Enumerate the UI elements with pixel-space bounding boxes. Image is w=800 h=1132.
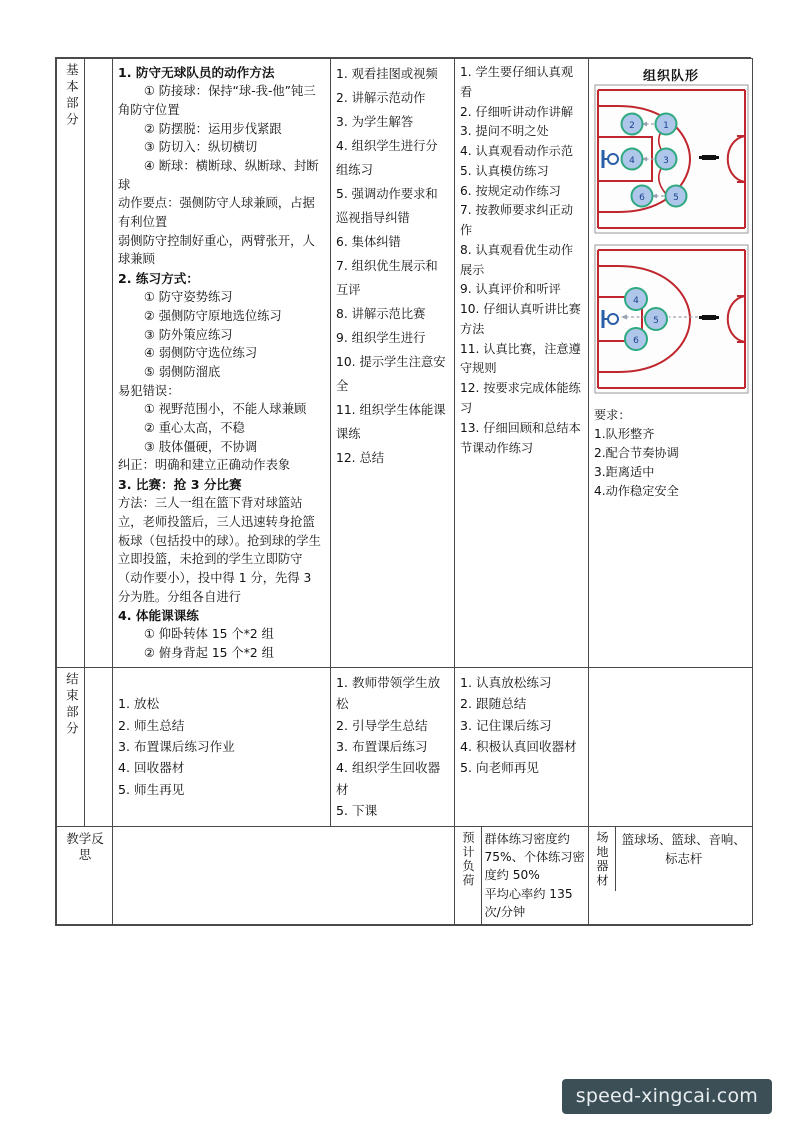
- ending-teacher-item: 5. 下课: [336, 803, 378, 819]
- basic-teacher-activity-cell: [331, 59, 455, 668]
- load-density-text: 群体练习密度约 75%、个体练习密度约 50%: [484, 831, 585, 883]
- ending-content-item: 2. 师生总结: [118, 717, 185, 733]
- table-row-reflection: [57, 826, 753, 924]
- player-marker: [625, 288, 647, 310]
- content-heading-4: 4. 体能课课练: [118, 608, 199, 624]
- load-heartrate-text: 平均心率约 135 次/分钟: [484, 886, 573, 919]
- ball-marker-icon: [699, 155, 719, 160]
- content-method-3: ③ 防外策应练习: [143, 327, 233, 342]
- content-error-3: ③ 肢体僵硬，不协调: [143, 439, 258, 454]
- ending-diagram-cell: [589, 667, 753, 826]
- reflection-body-cell: [113, 826, 455, 924]
- requirement-item: 3.距离适中: [594, 464, 655, 479]
- student-activity-item: 6. 按规定动作练习: [460, 183, 561, 198]
- ending-student-item: 5. 向老师再见: [460, 760, 539, 776]
- basic-student-activity-cell: [455, 59, 589, 668]
- lesson-plan-table-wrapper: [55, 57, 751, 926]
- load-wrapper-cell: [455, 826, 589, 924]
- player-marker: [622, 149, 643, 170]
- player-number: 4: [633, 296, 639, 306]
- ending-content-cell: [113, 667, 331, 826]
- formation-diagram-title: 组织队形: [642, 69, 699, 84]
- teacher-activity-item: 5. 强调动作要求和巡视指导纠错: [336, 186, 438, 225]
- content-fitness-2: ② 俯身背起 15 个*2 组: [143, 646, 274, 661]
- ending-content-item: 5. 师生再见: [118, 781, 185, 797]
- requirements-title: 要求：: [594, 408, 631, 422]
- expected-load-body: [481, 827, 588, 924]
- player-number: 6: [639, 193, 645, 203]
- player-number: 4: [629, 156, 635, 166]
- student-activity-item: 4. 认真观看动作示范: [460, 144, 574, 159]
- teacher-activity-item: 10. 提示学生注意安全: [336, 354, 446, 393]
- lesson-plan-table: [56, 58, 753, 925]
- player-number: 6: [633, 336, 639, 346]
- teacher-activity-item: 6. 集体纠错: [336, 234, 401, 249]
- player-number: 5: [653, 316, 659, 326]
- content-error-1: ① 视野范围小，不能人球兼顾: [143, 402, 307, 417]
- ending-teacher-item: 2. 引导学生总结: [336, 717, 428, 733]
- ending-student-item: 2. 跟随总结: [460, 696, 527, 712]
- student-activity-item: 10. 仔细认真听讲比赛方法: [460, 302, 581, 336]
- basic-content-cell: [113, 59, 331, 668]
- phase-label-ending-text: 结束部分: [64, 671, 80, 738]
- requirement-item: 4.动作稳定安全: [594, 483, 679, 498]
- basic-spacer-cell: [85, 59, 113, 668]
- ending-student-activity-cell: [455, 667, 589, 826]
- content-method-5: ⑤ 弱侧防溜底: [143, 364, 221, 379]
- phase-label-ending: [57, 667, 85, 826]
- ending-teacher-item: 4. 组织学生回收器材: [336, 760, 441, 797]
- content-item-1-2: ② 防摆脱：运用步伐紧跟: [143, 121, 282, 136]
- content-heading-2: 2. 练习方式：: [118, 271, 199, 287]
- teacher-activity-item: 12. 总结: [336, 450, 385, 465]
- student-activity-item: 13. 仔细回顾和总结本节课动作练习: [460, 420, 581, 455]
- content-item-1-3: ③ 防切入：纵切横切: [143, 140, 258, 155]
- content-item-1-1: ① 防接球：保持“球-我-他”钝三角防守位置: [118, 84, 316, 117]
- ending-teacher-item: 1. 教师带领学生放松: [336, 674, 441, 712]
- teacher-activity-item: 2. 讲解示范动作: [336, 90, 426, 105]
- student-activity-item: 5. 认真模仿练习: [460, 163, 549, 178]
- player-number: 5: [673, 193, 679, 203]
- content-heading-3: 3. 比赛：抢 3 分比赛: [118, 477, 242, 493]
- content-method-1: ① 防守姿势练习: [143, 290, 233, 305]
- ending-teacher-item: 3. 布置课后练习: [336, 739, 428, 755]
- formation-requirements: [594, 406, 748, 501]
- content-item-1-4: ④ 断球：横断球、纵断球、封断球: [118, 158, 319, 192]
- ending-teacher-activity-cell: [331, 667, 455, 826]
- content-method-4: ④ 弱侧防守选位练习: [143, 346, 258, 361]
- player-marker: [656, 149, 677, 170]
- teacher-activity-item: 3. 为学生解答: [336, 114, 414, 129]
- player-marker: [622, 114, 643, 135]
- ending-content-item: 1. 放松: [118, 696, 160, 712]
- ending-student-item: 3. 记住课后练习: [460, 717, 552, 733]
- content-game-method: 方法：三人一组在篮下背对球篮站立，老师投篮后，三人迅速转身抢篮板球（包括投中的球）。抢到球的学生立即投篮，未抢到的学生立即防守（动作要小），投中得 1 分，先得 3 分为胜。分组各自进行: [118, 496, 321, 604]
- requirement-item: 2.配合节奏协调: [594, 445, 679, 460]
- player-marker: [632, 186, 653, 207]
- ball-marker-icon: [699, 315, 719, 320]
- requirement-item: 1.队形整齐: [594, 426, 655, 441]
- teacher-activity-item: 7. 组织优生展示和互评: [336, 258, 438, 297]
- basketball-court-diagram-1: [594, 84, 749, 234]
- table-row-basic-section: [57, 59, 753, 668]
- student-activity-item: 12. 按要求完成体能练习: [460, 381, 581, 416]
- teacher-activity-item: 4. 组织学生进行分组练习: [336, 138, 438, 177]
- teacher-activity-item: 9. 组织学生进行: [336, 330, 426, 345]
- teacher-activity-item: 8. 讲解示范比赛: [336, 306, 426, 321]
- ending-student-item: 4. 积极认真回收器材: [460, 739, 577, 755]
- player-number: 2: [629, 121, 635, 131]
- student-activity-item: 11. 认真比赛，注意遵守规则: [460, 341, 581, 376]
- expected-load-label: [455, 827, 481, 924]
- student-activity-item: 1. 学生要仔细认真观看: [460, 65, 574, 99]
- content-method-2: ② 强侧防守原地选位练习: [143, 308, 282, 323]
- basic-formation-diagram-cell: [589, 59, 753, 668]
- student-activity-item: 7. 按教师要求纠正动作: [460, 203, 574, 238]
- phase-label-basic-text: 基本部分: [64, 63, 80, 129]
- content-errors-title: 易犯错误：: [118, 383, 180, 398]
- site-watermark: speed-xingcai.com: [562, 1079, 772, 1114]
- teacher-activity-item: 1. 观看挂图或视频: [336, 67, 438, 81]
- basketball-court-diagram-2: [594, 244, 749, 394]
- player-marker: [656, 114, 677, 135]
- ending-student-item: 1. 认真放松练习: [460, 674, 552, 690]
- ending-content-item: 3. 布置课后练习作业: [118, 739, 235, 755]
- content-heading-1: 1. 防守无球队员的动作方法: [118, 65, 275, 80]
- player-marker: [666, 186, 687, 207]
- student-activity-item: 9. 认真评价和听评: [460, 282, 561, 297]
- player-number: 3: [663, 156, 669, 166]
- player-marker: [625, 328, 647, 350]
- venue-equipment-label-text: 场地器材: [595, 830, 609, 888]
- venue-wrapper-cell: [589, 826, 753, 924]
- ending-content-item: 4. 回收器材: [118, 760, 185, 776]
- venue-equipment-body: 篮球场、篮球、音响、标志杆: [615, 827, 752, 892]
- student-activity-item: 3. 提问不明之处: [460, 124, 549, 139]
- venue-equipment-label: [589, 827, 615, 892]
- expected-load-label-text: 预计负荷: [461, 830, 475, 888]
- content-key-point-2: 弱侧防守控制好重心，两臂张开，人球兼顾: [118, 233, 315, 267]
- table-row-ending-section: [57, 667, 753, 826]
- content-correction: 纠正：明确和建立正确动作表象: [118, 458, 291, 473]
- student-activity-item: 2. 仔细听讲动作讲解: [460, 104, 574, 119]
- teacher-activity-item: 11. 组织学生体能课课练: [336, 402, 446, 441]
- player-marker: [645, 308, 667, 330]
- ending-spacer-cell: [85, 667, 113, 826]
- student-activity-item: 8. 认真观看优生动作展示: [460, 242, 574, 277]
- player-number: 1: [663, 121, 669, 131]
- content-key-point-1: 动作要点：强侧防守人球兼顾，占据有利位置: [118, 196, 315, 229]
- phase-label-basic: [57, 59, 85, 668]
- content-fitness-1: ① 仰卧转体 15 个*2 组: [143, 627, 274, 642]
- reflection-label: 教学反思: [57, 826, 113, 924]
- content-error-2: ② 重心太高，不稳: [143, 420, 245, 435]
